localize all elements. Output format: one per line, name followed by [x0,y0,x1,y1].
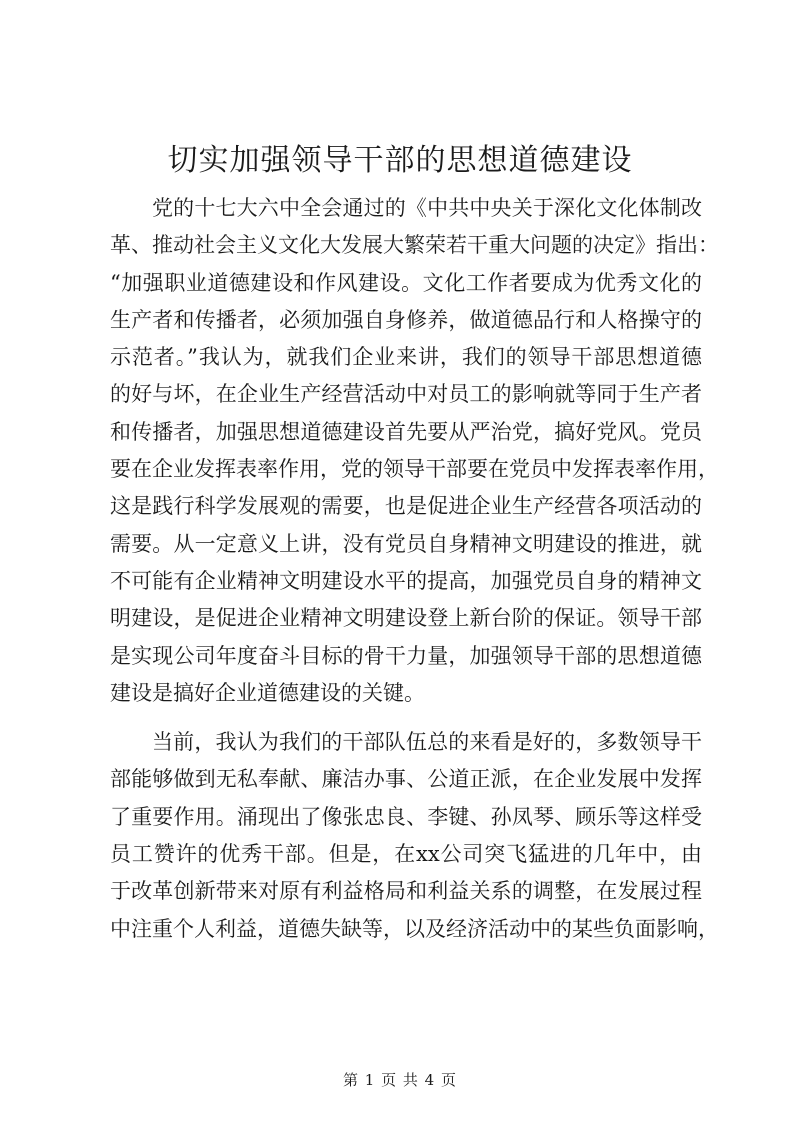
paragraph-line: 明建设，是促进企业精神文明建设登上新台阶的保证。领导干部 [110,606,702,631]
paragraph-line: 了重要作用。涌现出了像张忠良、李键、孙凤琴、顾乐等这样受 [110,804,702,829]
paragraph-line: 需要。从一定意义上讲，没有党员自身精神文明建设的推进，就 [110,531,702,556]
paragraph-line: “加强职业道德建设和作风建设。文化工作者要成为优秀文化的 [110,270,702,295]
paragraph-spacer [110,712,702,724]
paragraph-line: 和传播者，加强思想道德建设首先要从严治党，搞好党风。党员 [110,419,702,444]
paragraph-line: 员工赞许的优秀干部。但是，在xx公司突飞猛进的几年中，由 [110,842,702,867]
paragraph-line: 的好与坏，在企业生产经营活动中对员工的影响就等同于生产者 [110,382,702,407]
paragraph-line: 示范者。”我认为，就我们企业来讲，我们的领导干部思想道德 [110,345,702,370]
paragraph-line: 不可能有企业精神文明建设水平的提高，加强党员自身的精神文 [110,568,702,593]
document-title: 切实加强领导干部的思想道德建设 [167,143,633,178]
paragraph-line: 要在企业发挥表率作用，党的领导干部要在党员中发挥表率作用， [110,457,719,482]
paragraph-line: 生产者和传播者，必须加强自身修养，做道德品行和人格操守的 [110,307,702,332]
paragraph-line: 中注重个人利益，道德失缺等，以及经济活动中的某些负面影响， [110,916,719,941]
paragraph-line: 当前，我认为我们的干部队伍总的来看是好的，多数领导干 [152,730,702,755]
paragraph-line: 是实现公司年度奋斗目标的骨干力量，加强领导干部的思想道德 [110,643,702,668]
document-body [110,190,719,948]
paragraph-1 [110,190,719,712]
paragraph-line: 这是践行科学发展观的需要，也是促进企业生产经营各项活动的 [110,494,702,519]
paragraph-line: 建设是搞好企业道德建设的关键。 [110,680,425,705]
page-footer: 第 1 页 共 4 页 [343,1071,457,1089]
paragraph-2 [110,724,719,948]
paragraph-line: 于改革创新带来对原有利益格局和利益关系的调整，在发展过程 [110,879,702,904]
paragraph-line: 党的十七大六中全会通过的《中共中央关于深化文化体制改 [152,196,702,220]
paragraph-line: 革、推动社会主义文化大发展大繁荣若干重大问题的决定》指出： [110,233,719,258]
paragraph-line: 部能够做到无私奉献、廉洁办事、公道正派，在企业发展中发挥 [110,767,702,792]
